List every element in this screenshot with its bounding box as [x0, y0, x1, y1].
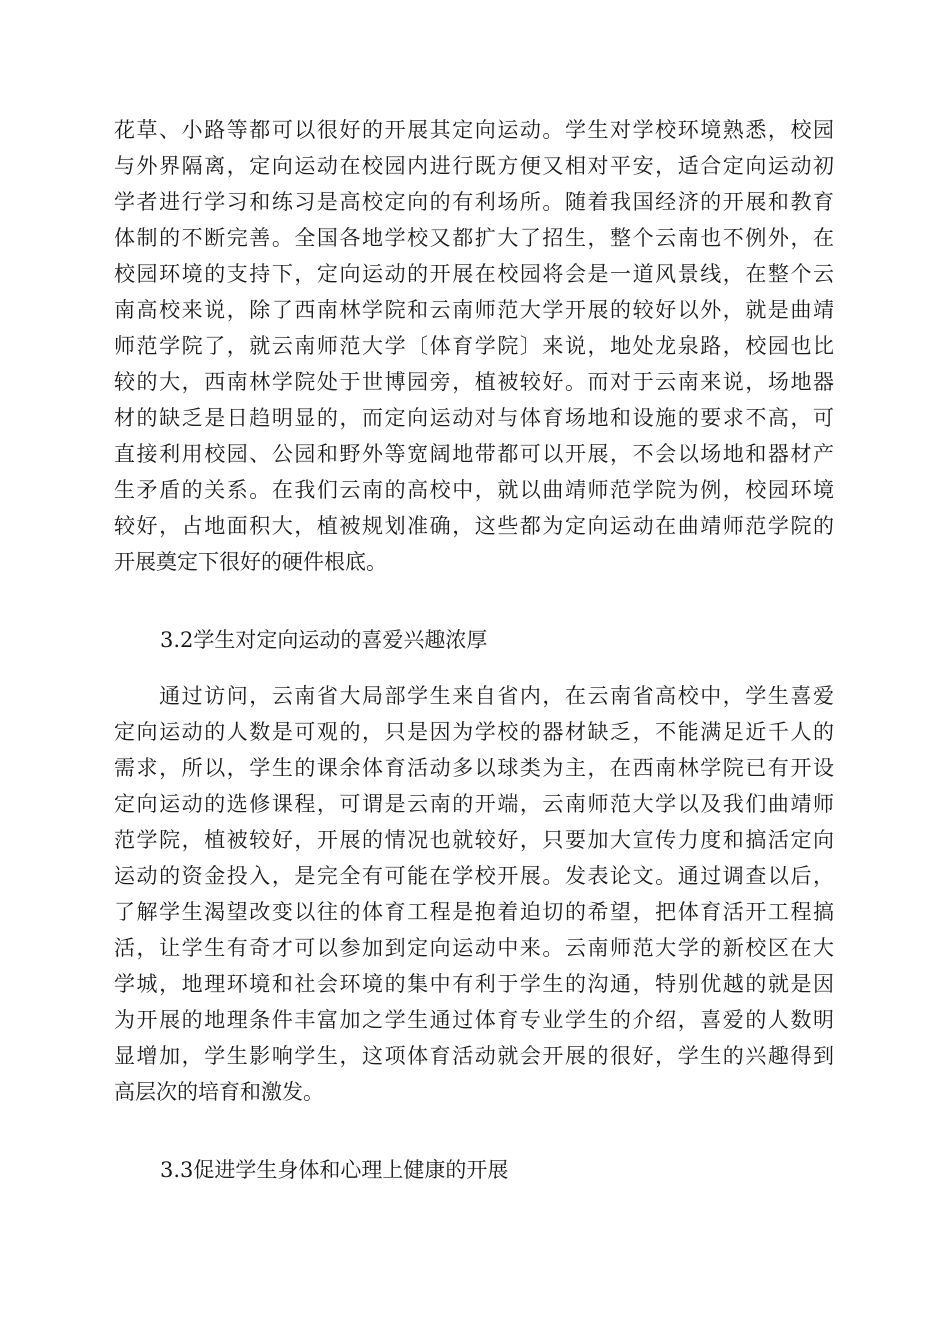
- text-line: 活，让学生有奇才可以参加到定向运动中来。云南师范大学的新校区在大: [114, 936, 834, 960]
- text-line: 与外界隔离，定向运动在校园内进行既方便又相对平安，适合定向运动初: [114, 154, 834, 178]
- text-line: 校园环境的支持下，定向运动的开展在校园将会是一道风景线，在整个云: [114, 262, 834, 286]
- text-line: 范学院，植被较好，开展的情况也就较好，只要加大宣传力度和搞活定向: [114, 828, 834, 852]
- section-heading-3-2: 3.2学生对定向运动的喜爱兴趣浓厚: [160, 628, 488, 652]
- text-line: 直接利用校园、公园和野外等宽阔地带都可以开展，不会以场地和器材产: [114, 442, 834, 466]
- text-line: 学者进行学习和练习是高校定向的有利场所。随着我国经济的开展和教育: [114, 190, 834, 214]
- text-line: 开展奠定下很好的硬件根底。: [114, 550, 387, 574]
- text-line: 花草、小路等都可以很好的开展其定向运动。学生对学校环境熟悉，校园: [114, 118, 834, 142]
- text-line: 运动的资金投入，是完全有可能在学校开展。发表论文。通过调查以后，: [114, 864, 834, 888]
- text-line: 高层次的培育和激发。: [114, 1080, 324, 1104]
- text-line: 为开展的地理条件丰富加之学生通过体育专业学生的介绍，喜爱的人数明: [114, 1008, 834, 1032]
- text-line: 南高校来说，除了西南林学院和云南师范大学开展的较好以外，就是曲靖: [114, 298, 834, 322]
- paragraph-student-interest: [114, 678, 834, 1110]
- text-line: 材的缺乏是日趋明显的，而定向运动对与体育场地和设施的要求不高，可: [114, 406, 834, 430]
- text-line: 了解学生渴望改变以往的体育工程是抱着迫切的希望，把体育活开工程搞: [114, 900, 834, 924]
- text-line: 体制的不断完善。全国各地学校又都扩大了招生，整个云南也不例外，在: [114, 226, 834, 250]
- text-line: 通过访问，云南省大局部学生来自省内，在云南省高校中，学生喜爱: [114, 684, 834, 708]
- text-line: 生矛盾的关系。在我们云南的高校中，就以曲靖师范学院为例，校园环境: [114, 478, 834, 502]
- text-line: 较的大，西南林学院处于世博园旁，植被较好。而对于云南来说，场地器: [114, 370, 834, 394]
- section-heading-3-3: 3.3促进学生身体和心理上健康的开展: [160, 1158, 509, 1182]
- text-line: 显增加，学生影响学生，这项体育活动就会开展的很好，学生的兴趣得到: [114, 1044, 834, 1068]
- text-line: 定向运动的选修课程，可谓是云南的开端，云南师范大学以及我们曲靖师: [114, 792, 834, 816]
- text-line: 较好，占地面积大，植被规划准确，这些都为定向运动在曲靖师范学院的: [114, 514, 834, 538]
- paragraph-campus-environment: [114, 112, 834, 580]
- text-line: 需求，所以，学生的课余体育活动多以球类为主，在西南林学院已有开设: [114, 756, 834, 780]
- text-line: 定向运动的人数是可观的，只是因为学校的器材缺乏，不能满足近千人的: [114, 720, 834, 744]
- text-line: 师范学院了，就云南师范大学〔体育学院〕来说，地处龙泉路，校园也比: [114, 334, 834, 358]
- text-line: 学城，地理环境和社会环境的集中有利于学生的沟通，特别优越的就是因: [114, 972, 834, 996]
